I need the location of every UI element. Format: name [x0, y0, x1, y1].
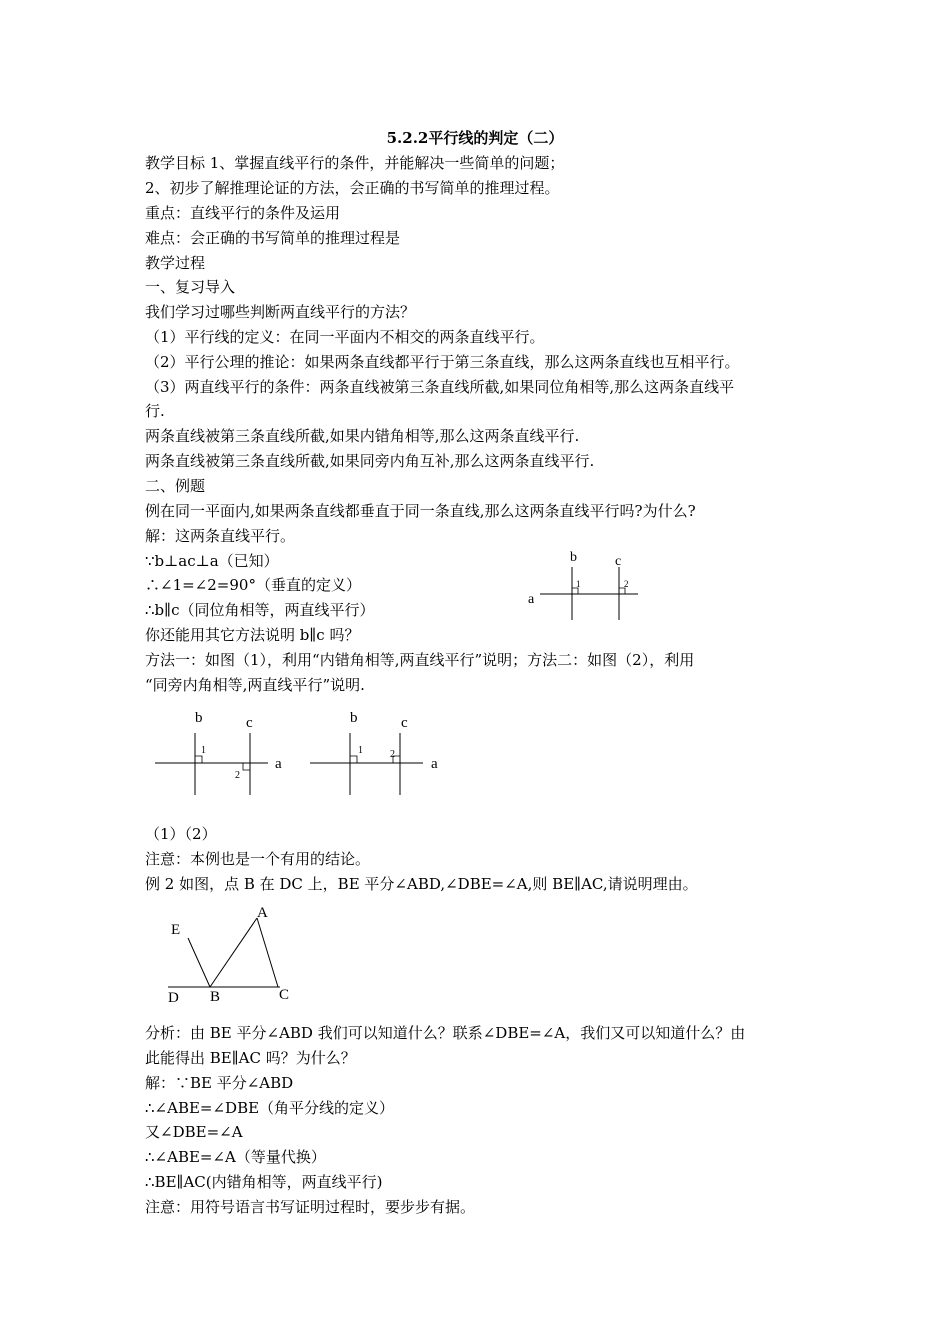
text-line: 我们学习过哪些判断两直线平行的方法？ [145, 303, 416, 321]
text-line: ∴b∥c（同位角相等，两直线平行） [145, 601, 375, 619]
text-line: 注意：本例也是一个有用的结论。 [145, 850, 371, 868]
text-line: （2）平行公理的推论：如果两条直线都平行于第三条直线，那么这两条直线也互相平行。 [145, 353, 740, 371]
figure-2-interior-angles [305, 705, 450, 800]
section-heading: 二、例题 [145, 477, 206, 495]
text-line: 难点：会正确的书写简单的推理过程是 [145, 229, 401, 247]
text-line: 方法一：如图（1），利用“内错角相等,两直线平行”说明；方法二：如图（2），利用 [145, 651, 695, 669]
label-2: 2 [624, 579, 629, 589]
label-b: b [350, 710, 358, 726]
text-line: ∵b⊥ac⊥a（已知） [145, 552, 279, 570]
right-angle-mark-2 [243, 763, 250, 770]
text-line: 注意：用符号语言书写证明过程时，要步步有据。 [145, 1198, 476, 1216]
text-line: ∴∠ABE=∠A（等量代换） [145, 1148, 326, 1166]
label-1: 1 [358, 745, 363, 756]
text-line: 两条直线被第三条直线所截,如果同旁内角互补,那么这两条直线平行. [145, 452, 595, 470]
label-E: E [171, 922, 181, 938]
text-line: 你还能用其它方法说明 b∥c 吗？ [145, 626, 360, 644]
text-line: “同旁内角相等,两直线平行”说明. [145, 676, 365, 694]
label-a: a [528, 592, 535, 607]
text-line: 两条直线被第三条直线所截,如果内错角相等,那么这两条直线平行. [145, 427, 580, 445]
label-c: c [401, 715, 408, 731]
label-2: 2 [390, 749, 395, 760]
text-line: 例在同一平面内,如果两条直线都垂直于同一条直线,那么这两条直线平行吗?为什么? [145, 502, 696, 520]
text-line: 例 2 如图，点 B 在 DC 上，BE 平分∠ABD,∠DBE=∠A,则 BE∥AC,请说明理由。 [145, 875, 698, 893]
text-line: 解：∵BE 平分∠ABD [145, 1074, 294, 1092]
page-title: 5.2.2平行线的判定（二） [386, 129, 564, 147]
label-2: 2 [235, 770, 240, 781]
text-line: 解：这两条直线平行。 [145, 527, 296, 545]
label-1: 1 [576, 579, 581, 589]
label-c: c [615, 554, 622, 569]
text-line: 此能得出 BE∥AC 吗？为什么？ [145, 1049, 356, 1067]
label-a: a [431, 756, 438, 772]
text-line: 重点：直线平行的条件及运用 [145, 204, 341, 222]
label-a: a [275, 756, 282, 772]
figure-triangle-bisector [160, 900, 310, 1010]
label-B: B [210, 989, 221, 1005]
text-line: 教学过程 [145, 254, 206, 272]
text-line: 分析：由 BE 平分∠ABD 我们可以知道什么？联系∠DBE=∠A，我们又可以知道什么？由 [145, 1024, 746, 1042]
text-line: ∴BE∥AC(内错角相等，两直线平行) [145, 1173, 383, 1191]
segment-ac [257, 918, 278, 987]
text-line: （3）两直线平行的条件：两条直线被第三条直线所截,如果同位角相等,那么这两条直线平 [145, 378, 735, 396]
text-line: 2、初步了解推理论证的方法，会正确的书写简单的推理过程。 [145, 179, 560, 197]
label-C: C [279, 987, 290, 1003]
text-line: 又∠DBE=∠A [145, 1123, 243, 1141]
text-line: 教学目标 1、掌握直线平行的条件，并能解决一些简单的问题； [145, 154, 565, 172]
label-1: 1 [201, 745, 206, 756]
label-A: A [257, 905, 268, 921]
text-line: ∴∠ABE=∠DBE（角平分线的定义） [145, 1099, 395, 1117]
text-line: ∴∠1=∠2=90°（垂直的定义） [145, 576, 361, 594]
label-c: c [246, 715, 253, 731]
label-b: b [570, 550, 577, 565]
segment-be [188, 938, 210, 987]
figure-1-alternate-angles [150, 705, 295, 800]
section-heading: 一、复习导入 [145, 278, 236, 296]
segment-ba [210, 918, 257, 987]
right-angle-mark-1 [195, 756, 202, 763]
label-b: b [195, 710, 203, 726]
right-angle-mark-1 [350, 756, 357, 763]
figure-perpendicular-lines [520, 545, 650, 625]
text-line: 行. [145, 402, 165, 420]
label-D: D [168, 990, 179, 1006]
text-line: （1）平行线的定义：在同一平面内不相交的两条直线平行。 [145, 328, 545, 346]
figure-captions: （1）（2） [145, 825, 217, 843]
